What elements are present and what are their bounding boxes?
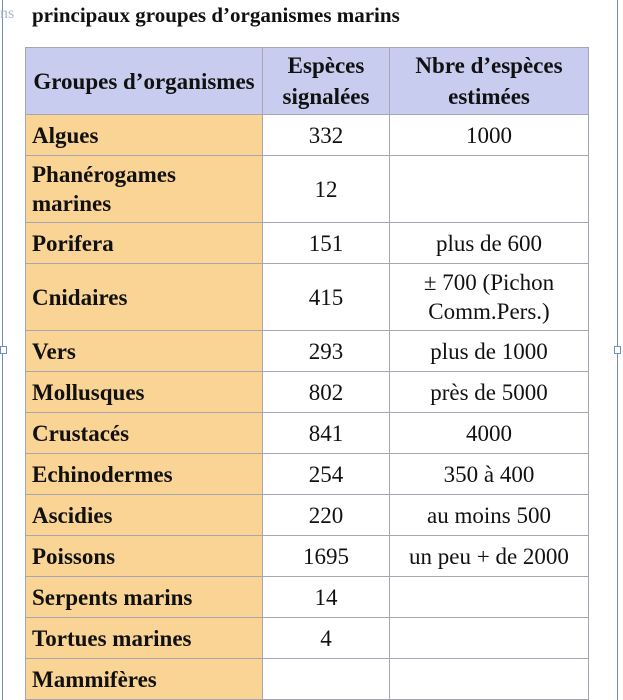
frame-handle-right[interactable]	[614, 346, 621, 354]
estimated-cell	[390, 156, 589, 223]
header-estimated: Nbre d’espèces estimées	[390, 48, 589, 115]
group-cell: Tortues marines	[26, 618, 263, 659]
reported-cell: 1695	[263, 536, 390, 577]
reported-cell: 841	[263, 413, 390, 454]
group-cell: Cnidaires	[26, 264, 263, 331]
estimated-cell: près de 5000	[390, 372, 589, 413]
table-row	[26, 536, 589, 577]
estimated-cell	[390, 659, 589, 700]
estimated-cell: 4000	[390, 413, 589, 454]
table-row	[26, 331, 589, 372]
table-row	[26, 156, 589, 223]
caption-prefix: ns	[0, 5, 15, 22]
estimated-cell	[390, 577, 589, 618]
table-row	[26, 264, 589, 331]
species-table	[25, 47, 589, 700]
table-caption: principaux groupes d’organismes marins	[32, 3, 400, 27]
table-row	[26, 115, 589, 156]
reported-cell: 254	[263, 454, 390, 495]
frame-handle-left[interactable]	[0, 346, 7, 354]
estimated-cell: ± 700 (Pichon Comm.Pers.)	[390, 264, 589, 331]
reported-cell: 4	[263, 618, 390, 659]
group-cell: Mammifères	[26, 659, 263, 700]
table-header-row	[26, 48, 589, 115]
group-cell: Porifera	[26, 223, 263, 264]
estimated-cell	[390, 618, 589, 659]
table-row	[26, 618, 589, 659]
table-row	[26, 659, 589, 700]
reported-cell: 14	[263, 577, 390, 618]
reported-cell: 802	[263, 372, 390, 413]
reported-cell: 12	[263, 156, 390, 223]
table-row	[26, 372, 589, 413]
header-groups: Groupes d’organismes	[26, 48, 263, 115]
group-cell: Algues	[26, 115, 263, 156]
group-cell: Phanérogames marines	[26, 156, 263, 223]
estimated-cell: 1000	[390, 115, 589, 156]
group-cell: Crustacés	[26, 413, 263, 454]
estimated-cell: plus de 600	[390, 223, 589, 264]
group-cell: Ascidies	[26, 495, 263, 536]
reported-cell: 293	[263, 331, 390, 372]
reported-cell: 220	[263, 495, 390, 536]
estimated-cell: plus de 1000	[390, 331, 589, 372]
reported-cell: 332	[263, 115, 390, 156]
estimated-cell: au moins 500	[390, 495, 589, 536]
group-cell: Serpents marins	[26, 577, 263, 618]
estimated-cell: 350 à 400	[390, 454, 589, 495]
group-cell: Poissons	[26, 536, 263, 577]
table-row	[26, 413, 589, 454]
estimated-cell: un peu + de 2000	[390, 536, 589, 577]
reported-cell	[263, 659, 390, 700]
header-reported: Espèces signalées	[263, 48, 390, 115]
table-row	[26, 577, 589, 618]
table-row	[26, 495, 589, 536]
reported-cell: 415	[263, 264, 390, 331]
group-cell: Vers	[26, 331, 263, 372]
table-row	[26, 223, 589, 264]
reported-cell: 151	[263, 223, 390, 264]
group-cell: Echinodermes	[26, 454, 263, 495]
group-cell: Mollusques	[26, 372, 263, 413]
table-row	[26, 454, 589, 495]
